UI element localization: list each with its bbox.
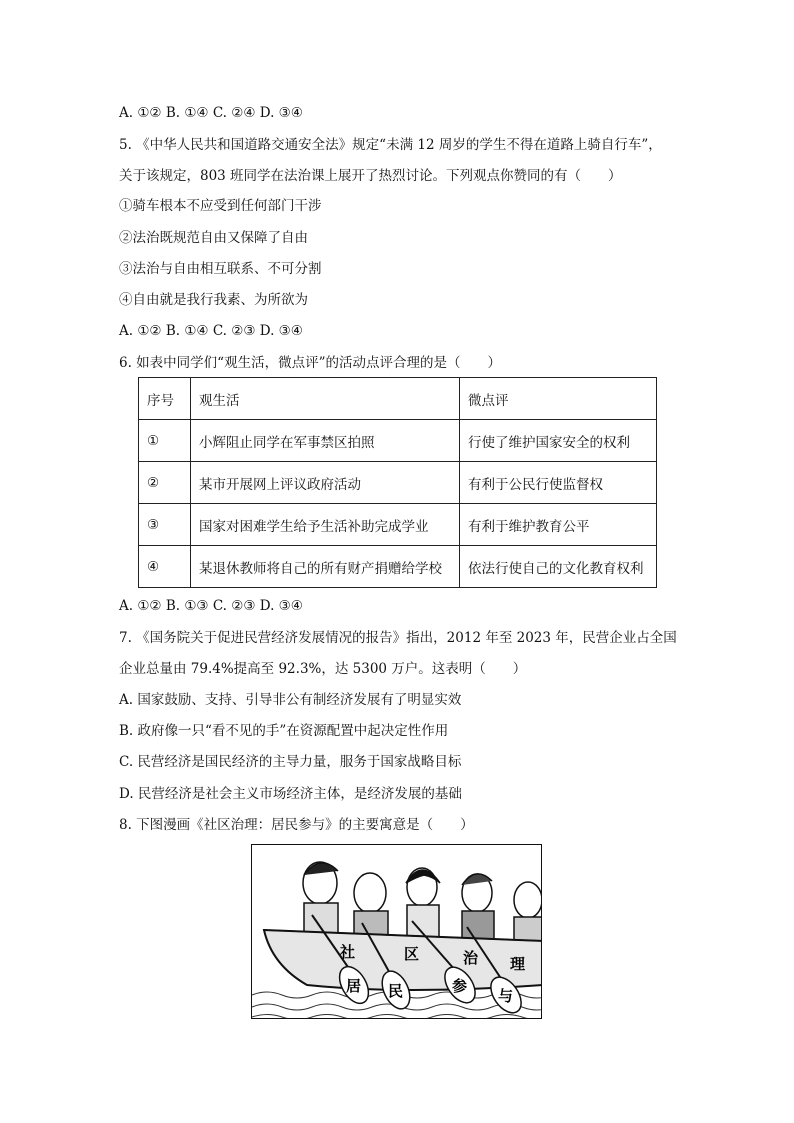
table-header-cell: 序号 (139, 378, 191, 420)
paddle-char: 居 (346, 977, 362, 995)
paddle-char: 民 (388, 982, 404, 1000)
table-row (139, 420, 657, 462)
table-cell: ② (139, 462, 191, 504)
table-cell: ① (139, 420, 191, 462)
statement-3: ③法治与自由相互联系、不可分割 (119, 261, 322, 277)
question-5-stem-cont: 关于该规定，803 班同学在法治课上展开了热烈讨论。下列观点你赞同的有（ ） (119, 168, 622, 184)
boat-char: 理 (510, 955, 526, 973)
paddle-char: 参 (452, 977, 468, 995)
table-cell: 依法行使自己的文化教育权利 (460, 546, 657, 588)
table-cell: 有利于维护教育公平 (460, 504, 657, 546)
table-header-cell: 观生活 (191, 378, 460, 420)
table-row (139, 546, 657, 588)
option-b: B. 政府像一只“看不见的手”在资源配置中起决定性作用 (119, 723, 449, 739)
table-header-row (139, 378, 657, 420)
question-5-stem: 5. 《中华人民共和国道路交通安全法》规定“未满 12 周岁的学生不得在道路上骑自行车”， (119, 137, 662, 153)
statement-2: ②法治既规范自由又保障了自由 (119, 230, 308, 246)
table-header-cell: 微点评 (460, 378, 657, 420)
question-8-stem: 8. 下图漫画《社区治理：居民参与》的主要寓意是（ ） (119, 817, 474, 833)
table-cell: 行使了维护国家安全的权利 (460, 420, 657, 462)
boat-char: 社 (340, 943, 356, 961)
question-6-table (138, 377, 657, 588)
table-cell: 国家对困难学生给予生活补助完成学业 (191, 504, 460, 546)
boat-char: 区 (404, 945, 420, 963)
answer-options-q5: A. ①② B. ①④ C. ②③ D. ③④ (119, 323, 303, 339)
answer-options-q6: A. ①② B. ①③ C. ②③ D. ③④ (119, 598, 303, 614)
table-cell: 某市开展网上评议政府活动 (191, 462, 460, 504)
option-d: D. 民营经济是社会主义市场经济主体，是经济发展的基础 (119, 786, 462, 802)
paddle-char: 与 (498, 987, 514, 1005)
table-row (139, 462, 657, 504)
table-cell: 某退休教师将自己的所有财产捐赠给学校 (191, 546, 460, 588)
question-7-stem-cont: 企业总量由 79.4%提高至 92.3%，达 5300 万户。这表明（ ） (119, 661, 527, 677)
option-c: C. 民营经济是国民经济的主导力量，服务于国家战略目标 (119, 754, 462, 770)
option-a: A. 国家鼓励、支持、引导非公有制经济发展有了明显实效 (119, 692, 462, 708)
boat-char: 治 (463, 949, 479, 967)
table-cell: ④ (139, 546, 191, 588)
statement-4: ④自由就是我行我素、为所欲为 (119, 292, 308, 308)
answer-options-q4: A. ①② B. ①④ C. ②④ D. ③④ (119, 105, 303, 121)
cartoon-community-governance (251, 844, 542, 1019)
question-6-stem: 6. 如表中同学们“观生活，微点评”的活动点评合理的是（ ） (119, 355, 501, 371)
table-cell: 小辉阻止同学在军事禁区拍照 (191, 420, 460, 462)
table-cell: 有利于公民行使监督权 (460, 462, 657, 504)
statement-1: ①骑车根本不应受到任何部门干涉 (119, 198, 322, 214)
question-7-stem: 7. 《国务院关于促进民营经济发展情况的报告》指出，2012 年至 2023 年，民营企业占全国 (119, 630, 677, 646)
table-row (139, 504, 657, 546)
cartoon-drawing (252, 845, 542, 1019)
table-cell: ③ (139, 504, 191, 546)
